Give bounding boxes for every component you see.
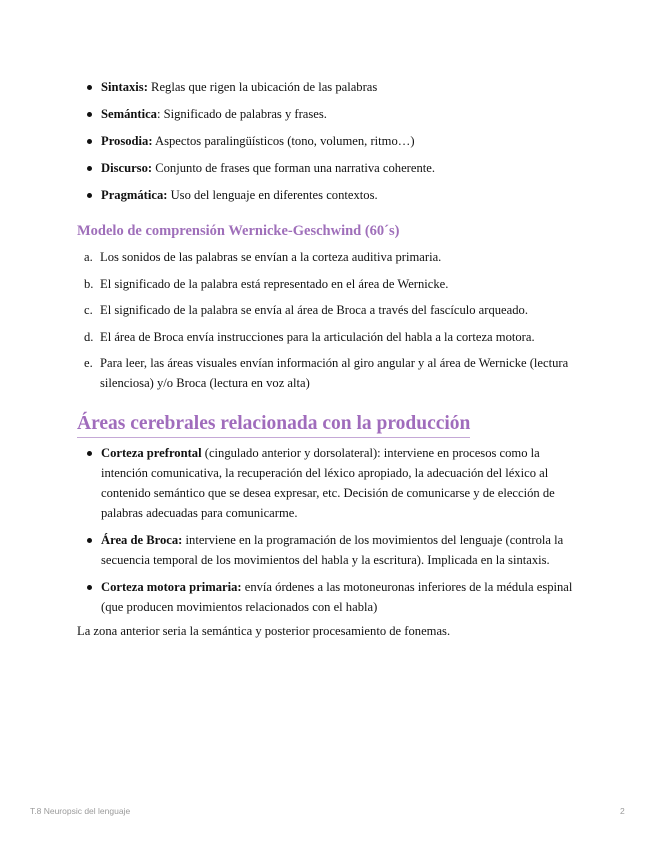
list-item-marker: d.	[84, 329, 94, 344]
list-item-term: Discurso:	[101, 161, 153, 175]
list-item-text: El área de Broca envía instrucciones para la articulación del habla a la corteza motora.	[100, 329, 535, 344]
list-item	[0, 577, 579, 617]
footer-document-title: T.8 Neuropsic del lenguaje	[30, 806, 131, 816]
list-item	[0, 274, 582, 294]
model-steps-list	[0, 247, 582, 400]
model-heading: Modelo de comprensión Wernicke-Geschwind (60´s)	[77, 223, 400, 239]
list-item-marker: c.	[84, 303, 93, 317]
list-item-text: El significado de la palabra se envía al área de Broca a través del fascículo arqueado.	[100, 303, 528, 317]
list-item	[0, 327, 582, 347]
list-item-marker: b.	[84, 276, 94, 291]
list-item-term: Corteza prefrontal	[101, 446, 202, 460]
list-item-term: Semántica	[101, 107, 157, 121]
list-item-text: Uso del lenguaje en diferentes contextos.	[167, 188, 378, 202]
production-heading: Áreas cerebrales relacionada con la producción	[77, 411, 470, 438]
list-item-text: (cingulado anterior y dorsolateral): interviene en procesos como la intención comunicativa, la recuperación del léxico apropiado, la adecuación del léxico al contenido semántico que se desea expresar, etc. Decisión de comunicarse y de elección de palabras adecuadas para comunicarme.	[101, 446, 555, 520]
list-item-term: Pragmática:	[101, 188, 168, 202]
list-item-text: Conjunto de frases que forman una narrativa coherente.	[152, 161, 435, 175]
list-item-text: Los sonidos de las palabras se envían a la corteza auditiva primaria.	[100, 250, 442, 264]
footer-page-number: 2	[620, 806, 625, 816]
list-item-marker: e.	[84, 356, 93, 370]
list-item	[0, 185, 571, 205]
list-item	[0, 353, 582, 393]
list-item-text: Aspectos paralingüísticos (tono, volumen, ritmo…)	[152, 134, 415, 148]
list-item	[0, 300, 582, 320]
list-item-text: El significado de la palabra está representado en el área de Wernicke.	[100, 276, 449, 291]
list-item	[0, 131, 571, 151]
list-item-marker: a.	[84, 250, 93, 264]
list-item	[0, 158, 571, 178]
list-item	[0, 247, 582, 267]
production-areas-list	[0, 443, 579, 624]
closing-paragraph: La zona anterior seria la semántica y posterior procesamiento de fonemas.	[77, 624, 451, 638]
list-item	[0, 443, 579, 523]
list-item-text: interviene en la programación de los movimientos del lenguaje (controla la secuencia temporal de los movimientos del habla y la escritura). Implicada en la sintaxis.	[101, 533, 564, 567]
list-item-term: Sintaxis:	[101, 80, 148, 94]
list-item	[0, 77, 571, 97]
list-item	[0, 530, 579, 570]
list-item-text: Reglas que rigen la ubicación de las palabras	[147, 80, 378, 94]
list-item	[0, 104, 571, 124]
list-item-text: envía órdenes a las motoneuronas inferiores de la médula espinal (que producen movimientos relacionados con el habla)	[101, 580, 573, 614]
list-item-text: Para leer, las áreas visuales envían información al giro angular y al área de Wernicke (lectura silenciosa) y/o Broca (lectura en voz alta)	[100, 356, 569, 390]
list-item-term: Corteza motora primaria:	[101, 580, 242, 594]
list-item-term: Área de Broca:	[101, 533, 183, 547]
list-item-text: : Significado de palabras y frases.	[156, 107, 327, 121]
language-components-list	[0, 77, 571, 212]
list-item-term: Prosodia:	[101, 134, 153, 148]
